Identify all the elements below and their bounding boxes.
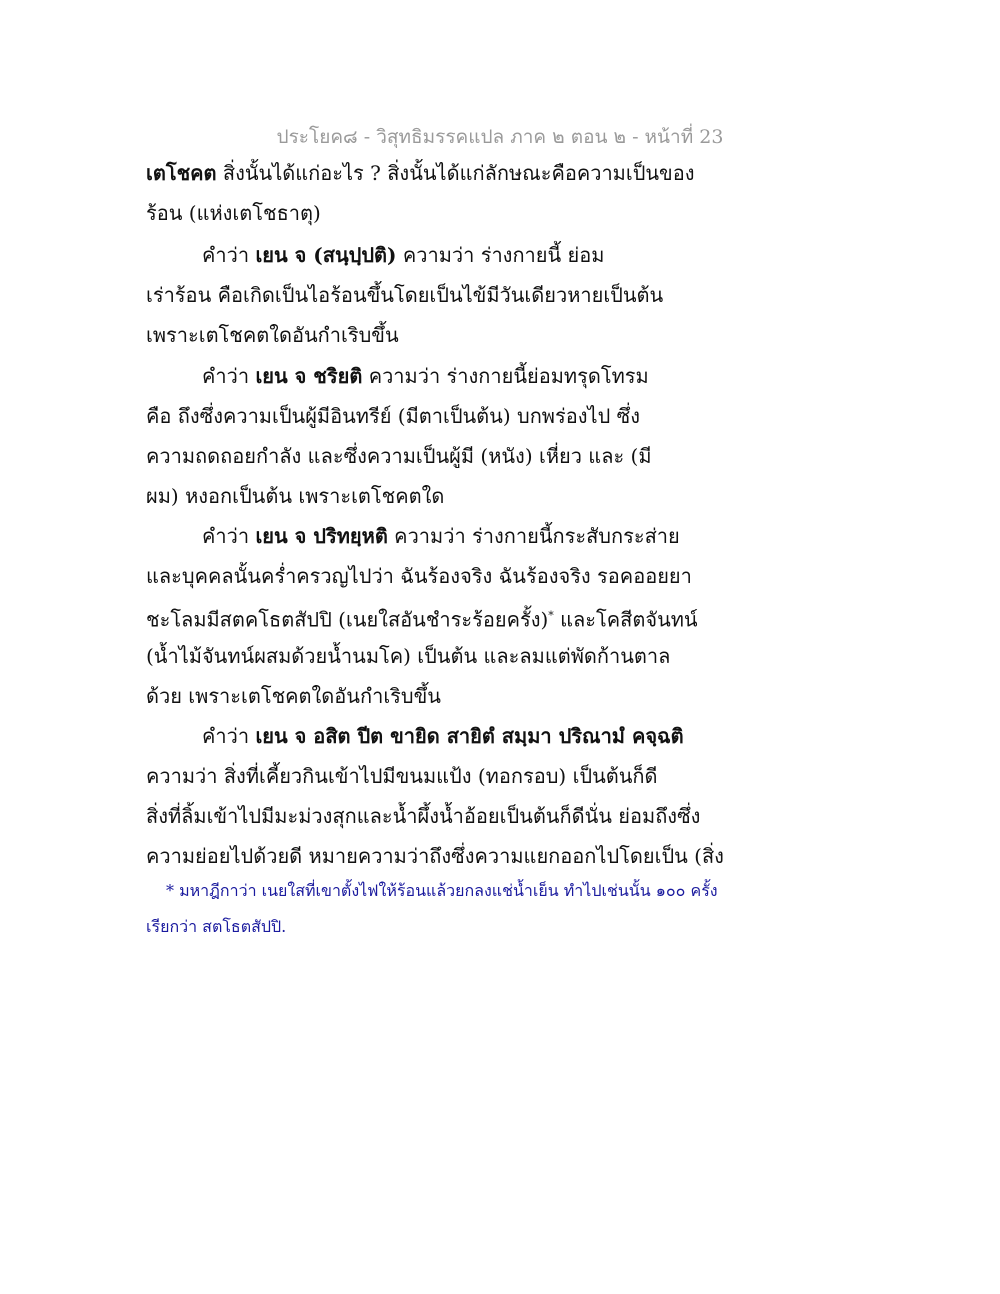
body-text: ชะโลมมีสตคโธตสัปปิ (เนยใสอันชำระร้อยครั้ง) xyxy=(146,607,549,632)
body-text: คำว่า xyxy=(202,364,256,388)
body-line xyxy=(146,601,698,635)
body-line: ผม) หงอกเป็นต้น เพราะเตโชคตใด xyxy=(146,484,445,508)
body-line: เร่าร้อน คือเกิดเป็นไอร้อนขึ้นโดยเป็นไข้มีวันเดียวหายเป็นต้น xyxy=(146,283,664,307)
footnote-line: เรียกว่า สตโธตสัปปิ. xyxy=(146,917,287,936)
body-line: สิ่งที่ลิ้มเข้าไปมีมะม่วงสุกและน้ำผึ้งน้ำอ้อยเป็นต้นก็ดีนั่น ย่อมถึงซึ่ง xyxy=(146,804,701,828)
bold-term: เยน จ ชริยติ xyxy=(255,364,363,388)
body-line: ความย่อยไปด้วยดี หมายความว่าถึงซึ่งความแยกออกไปโดยเป็น (สิ่ง xyxy=(146,844,724,868)
body-text: และโคสีตจันทน์ xyxy=(553,607,698,632)
body-text: คำว่า xyxy=(202,724,256,748)
body-text: ความว่า ร่างกายนี้ย่อมทรุดโทรม xyxy=(362,364,649,388)
body-text: คำว่า xyxy=(202,524,256,548)
body-line xyxy=(202,361,649,391)
body-line xyxy=(202,521,680,551)
body-line: ด้วย เพราะเตโชคตใดอันกำเริบขึ้น xyxy=(146,684,441,708)
body-line: คือ ถึงซึ่งความเป็นผู้มีอินทรีย์ (มีตาเป็นต้น) บกพร่องไป ซึ่ง xyxy=(146,404,640,428)
bold-term: เยน จ อสิต ปีต ขายิด สายิตํ สมฺมา ปริณามํ คจฺฉติ xyxy=(255,724,684,748)
body-text: คำว่า xyxy=(202,243,256,267)
body-line: และบุคคลนั้นคร่ำครวญไปว่า ฉันร้องจริง ฉันร้องจริง รอคออยยา xyxy=(146,564,692,588)
body-line: ความว่า สิ่งที่เคี้ยวกินเข้าไปมีขนมแป้ง (ทอกรอบ) เป็นต้นก็ดี xyxy=(146,764,658,788)
footnote-marker: * xyxy=(548,609,554,622)
body-line: ร้อน (แห่งเตโชธาตุ) xyxy=(146,201,321,225)
body-text: ความว่า ร่างกายนี้กระสับกระส่าย xyxy=(387,524,680,548)
footnote-line: * มหาฎีกาว่า เนยใสที่เขาตั้งไฟให้ร้อนแล้วยกลงแช่น้ำเย็น ทำไปเช่นนั้น ๑๐๐ ครั้ง xyxy=(166,881,718,900)
bold-term: เตโชคต xyxy=(146,161,217,185)
body-line: เพราะเตโชคตใดอันกำเริบขึ้น xyxy=(146,323,399,347)
body-line xyxy=(146,158,695,188)
page-header: ประโยค๘ - วิสุทธิมรรคแปล ภาค ๒ ตอน ๒ - หน้าที่ 23 xyxy=(276,126,724,148)
body-text: สิ่งนั้นได้แก่อะไร ? สิ่งนั้นได้แก่ลักษณะคือความเป็นของ xyxy=(216,161,695,185)
body-line xyxy=(202,240,604,270)
body-line: (น้ำไม้จันทน์ผสมด้วยน้ำนมโค) เป็นต้น และลมแต่พัดก้านตาล xyxy=(146,644,671,668)
bold-term: เยน จ (สนฺปฺปติ) xyxy=(255,243,397,267)
body-text: ความว่า ร่างกายนี้ ย่อม xyxy=(396,243,605,267)
body-line: ความถดถอยกำลัง และซึ่งความเป็นผู้มี (หนัง) เหี่ยว และ (มี xyxy=(146,444,652,468)
body-line xyxy=(202,721,684,751)
bold-term: เยน จ ปริทยฺหติ xyxy=(255,524,388,548)
